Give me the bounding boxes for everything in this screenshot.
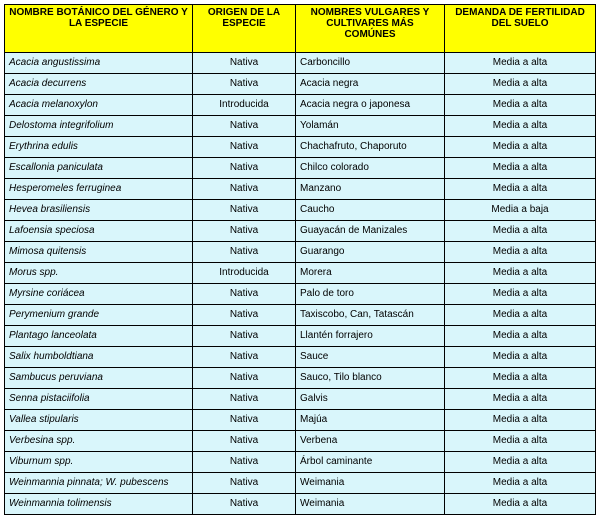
botanical-name-cell: Delostoma integrifolium <box>5 116 193 137</box>
origin-cell: Nativa <box>193 116 296 137</box>
botanical-name-cell: Lafoensia speciosa <box>5 221 193 242</box>
soil-fertility-cell: Media a alta <box>445 284 596 305</box>
origin-cell: Nativa <box>193 179 296 200</box>
botanical-name-cell: Escallonia paniculata <box>5 158 193 179</box>
origin-cell: Nativa <box>193 242 296 263</box>
soil-fertility-cell: Media a alta <box>445 410 596 431</box>
botanical-name-cell: Verbesina spp. <box>5 431 193 452</box>
botanical-name-cell: Acacia melanoxylon <box>5 95 193 116</box>
soil-fertility-cell: Media a alta <box>445 242 596 263</box>
common-names-cell: Majúa <box>296 410 445 431</box>
header-common-names: NOMBRES VULGARES Y CULTIVARES MÁS COMÚNES <box>296 5 445 53</box>
botanical-name-cell: Weinmannia pinnata; W. pubescens <box>5 473 193 494</box>
table-row <box>5 263 596 284</box>
soil-fertility-cell: Media a alta <box>445 179 596 200</box>
botanical-name-cell: Hevea brasiliensis <box>5 200 193 221</box>
soil-fertility-cell: Media a baja <box>445 200 596 221</box>
origin-cell: Nativa <box>193 452 296 473</box>
botanical-name-cell: Weinmannia tolimensis <box>5 494 193 515</box>
species-table <box>4 4 596 515</box>
table-row <box>5 347 596 368</box>
soil-fertility-cell: Media a alta <box>445 431 596 452</box>
soil-fertility-cell: Media a alta <box>445 158 596 179</box>
botanical-name-cell: Vallea stipularis <box>5 410 193 431</box>
botanical-name-cell: Sambucus peruviana <box>5 368 193 389</box>
soil-fertility-cell: Media a alta <box>445 389 596 410</box>
common-names-cell: Guayacán de Manizales <box>296 221 445 242</box>
header-botanical-name: NOMBRE BOTÁNICO DEL GÉNERO Y LA ESPECIE <box>5 5 193 53</box>
botanical-name-cell: Hesperomeles ferruginea <box>5 179 193 200</box>
common-names-cell: Palo de toro <box>296 284 445 305</box>
header-row <box>5 5 596 53</box>
soil-fertility-cell: Media a alta <box>445 137 596 158</box>
table-row <box>5 116 596 137</box>
common-names-cell: Llantén forrajero <box>296 326 445 347</box>
common-names-cell: Sauco, Tilo blanco <box>296 368 445 389</box>
table-row <box>5 473 596 494</box>
origin-cell: Nativa <box>193 221 296 242</box>
botanical-name-cell: Salix humboldtiana <box>5 347 193 368</box>
botanical-name-cell: Erythrina edulis <box>5 137 193 158</box>
origin-cell: Nativa <box>193 200 296 221</box>
common-names-cell: Acacia negra <box>296 74 445 95</box>
soil-fertility-cell: Media a alta <box>445 116 596 137</box>
species-table-container <box>4 4 596 515</box>
origin-cell: Nativa <box>193 494 296 515</box>
common-names-cell: Manzano <box>296 179 445 200</box>
table-row <box>5 200 596 221</box>
table-row <box>5 284 596 305</box>
common-names-cell: Carboncillo <box>296 53 445 74</box>
soil-fertility-cell: Media a alta <box>445 95 596 116</box>
table-row <box>5 95 596 116</box>
table-row <box>5 74 596 95</box>
table-row <box>5 389 596 410</box>
soil-fertility-cell: Media a alta <box>445 326 596 347</box>
common-names-cell: Galvis <box>296 389 445 410</box>
origin-cell: Nativa <box>193 137 296 158</box>
soil-fertility-cell: Media a alta <box>445 305 596 326</box>
common-names-cell: Chachafruto, Chaporuto <box>296 137 445 158</box>
botanical-name-cell: Senna pistaciifolia <box>5 389 193 410</box>
table-body <box>5 53 596 515</box>
common-names-cell: Verbena <box>296 431 445 452</box>
origin-cell: Nativa <box>193 347 296 368</box>
soil-fertility-cell: Media a alta <box>445 368 596 389</box>
common-names-cell: Taxiscobo, Can, Tatascán <box>296 305 445 326</box>
botanical-name-cell: Acacia decurrens <box>5 74 193 95</box>
common-names-cell: Árbol caminante <box>296 452 445 473</box>
origin-cell: Nativa <box>193 326 296 347</box>
table-row <box>5 368 596 389</box>
botanical-name-cell: Morus spp. <box>5 263 193 284</box>
soil-fertility-cell: Media a alta <box>445 494 596 515</box>
origin-cell: Nativa <box>193 284 296 305</box>
soil-fertility-cell: Media a alta <box>445 74 596 95</box>
table-row <box>5 326 596 347</box>
table-row <box>5 452 596 473</box>
table-row <box>5 494 596 515</box>
origin-cell: Introducida <box>193 95 296 116</box>
origin-cell: Nativa <box>193 53 296 74</box>
botanical-name-cell: Mimosa quitensis <box>5 242 193 263</box>
common-names-cell: Chilco colorado <box>296 158 445 179</box>
botanical-name-cell: Acacia angustissima <box>5 53 193 74</box>
table-row <box>5 158 596 179</box>
table-row <box>5 53 596 74</box>
origin-cell: Introducida <box>193 263 296 284</box>
common-names-cell: Yolamán <box>296 116 445 137</box>
table-row <box>5 137 596 158</box>
botanical-name-cell: Viburnum spp. <box>5 452 193 473</box>
soil-fertility-cell: Media a alta <box>445 53 596 74</box>
table-row <box>5 221 596 242</box>
soil-fertility-cell: Media a alta <box>445 347 596 368</box>
soil-fertility-cell: Media a alta <box>445 452 596 473</box>
soil-fertility-cell: Media a alta <box>445 221 596 242</box>
common-names-cell: Weimania <box>296 494 445 515</box>
origin-cell: Nativa <box>193 473 296 494</box>
botanical-name-cell: Perymenium grande <box>5 305 193 326</box>
soil-fertility-cell: Media a alta <box>445 473 596 494</box>
origin-cell: Nativa <box>193 410 296 431</box>
common-names-cell: Caucho <box>296 200 445 221</box>
origin-cell: Nativa <box>193 74 296 95</box>
table-row <box>5 431 596 452</box>
botanical-name-cell: Myrsine coriácea <box>5 284 193 305</box>
common-names-cell: Morera <box>296 263 445 284</box>
table-row <box>5 305 596 326</box>
header-origin: ORIGEN DE LA ESPECIE <box>193 5 296 53</box>
table-row <box>5 179 596 200</box>
origin-cell: Nativa <box>193 368 296 389</box>
common-names-cell: Guarango <box>296 242 445 263</box>
origin-cell: Nativa <box>193 431 296 452</box>
origin-cell: Nativa <box>193 389 296 410</box>
table-row <box>5 410 596 431</box>
header-soil-fertility: DEMANDA DE FERTILIDAD DEL SUELO <box>445 5 596 53</box>
origin-cell: Nativa <box>193 305 296 326</box>
common-names-cell: Sauce <box>296 347 445 368</box>
botanical-name-cell: Plantago lanceolata <box>5 326 193 347</box>
common-names-cell: Weimania <box>296 473 445 494</box>
soil-fertility-cell: Media a alta <box>445 263 596 284</box>
common-names-cell: Acacia negra o japonesa <box>296 95 445 116</box>
table-row <box>5 242 596 263</box>
origin-cell: Nativa <box>193 158 296 179</box>
